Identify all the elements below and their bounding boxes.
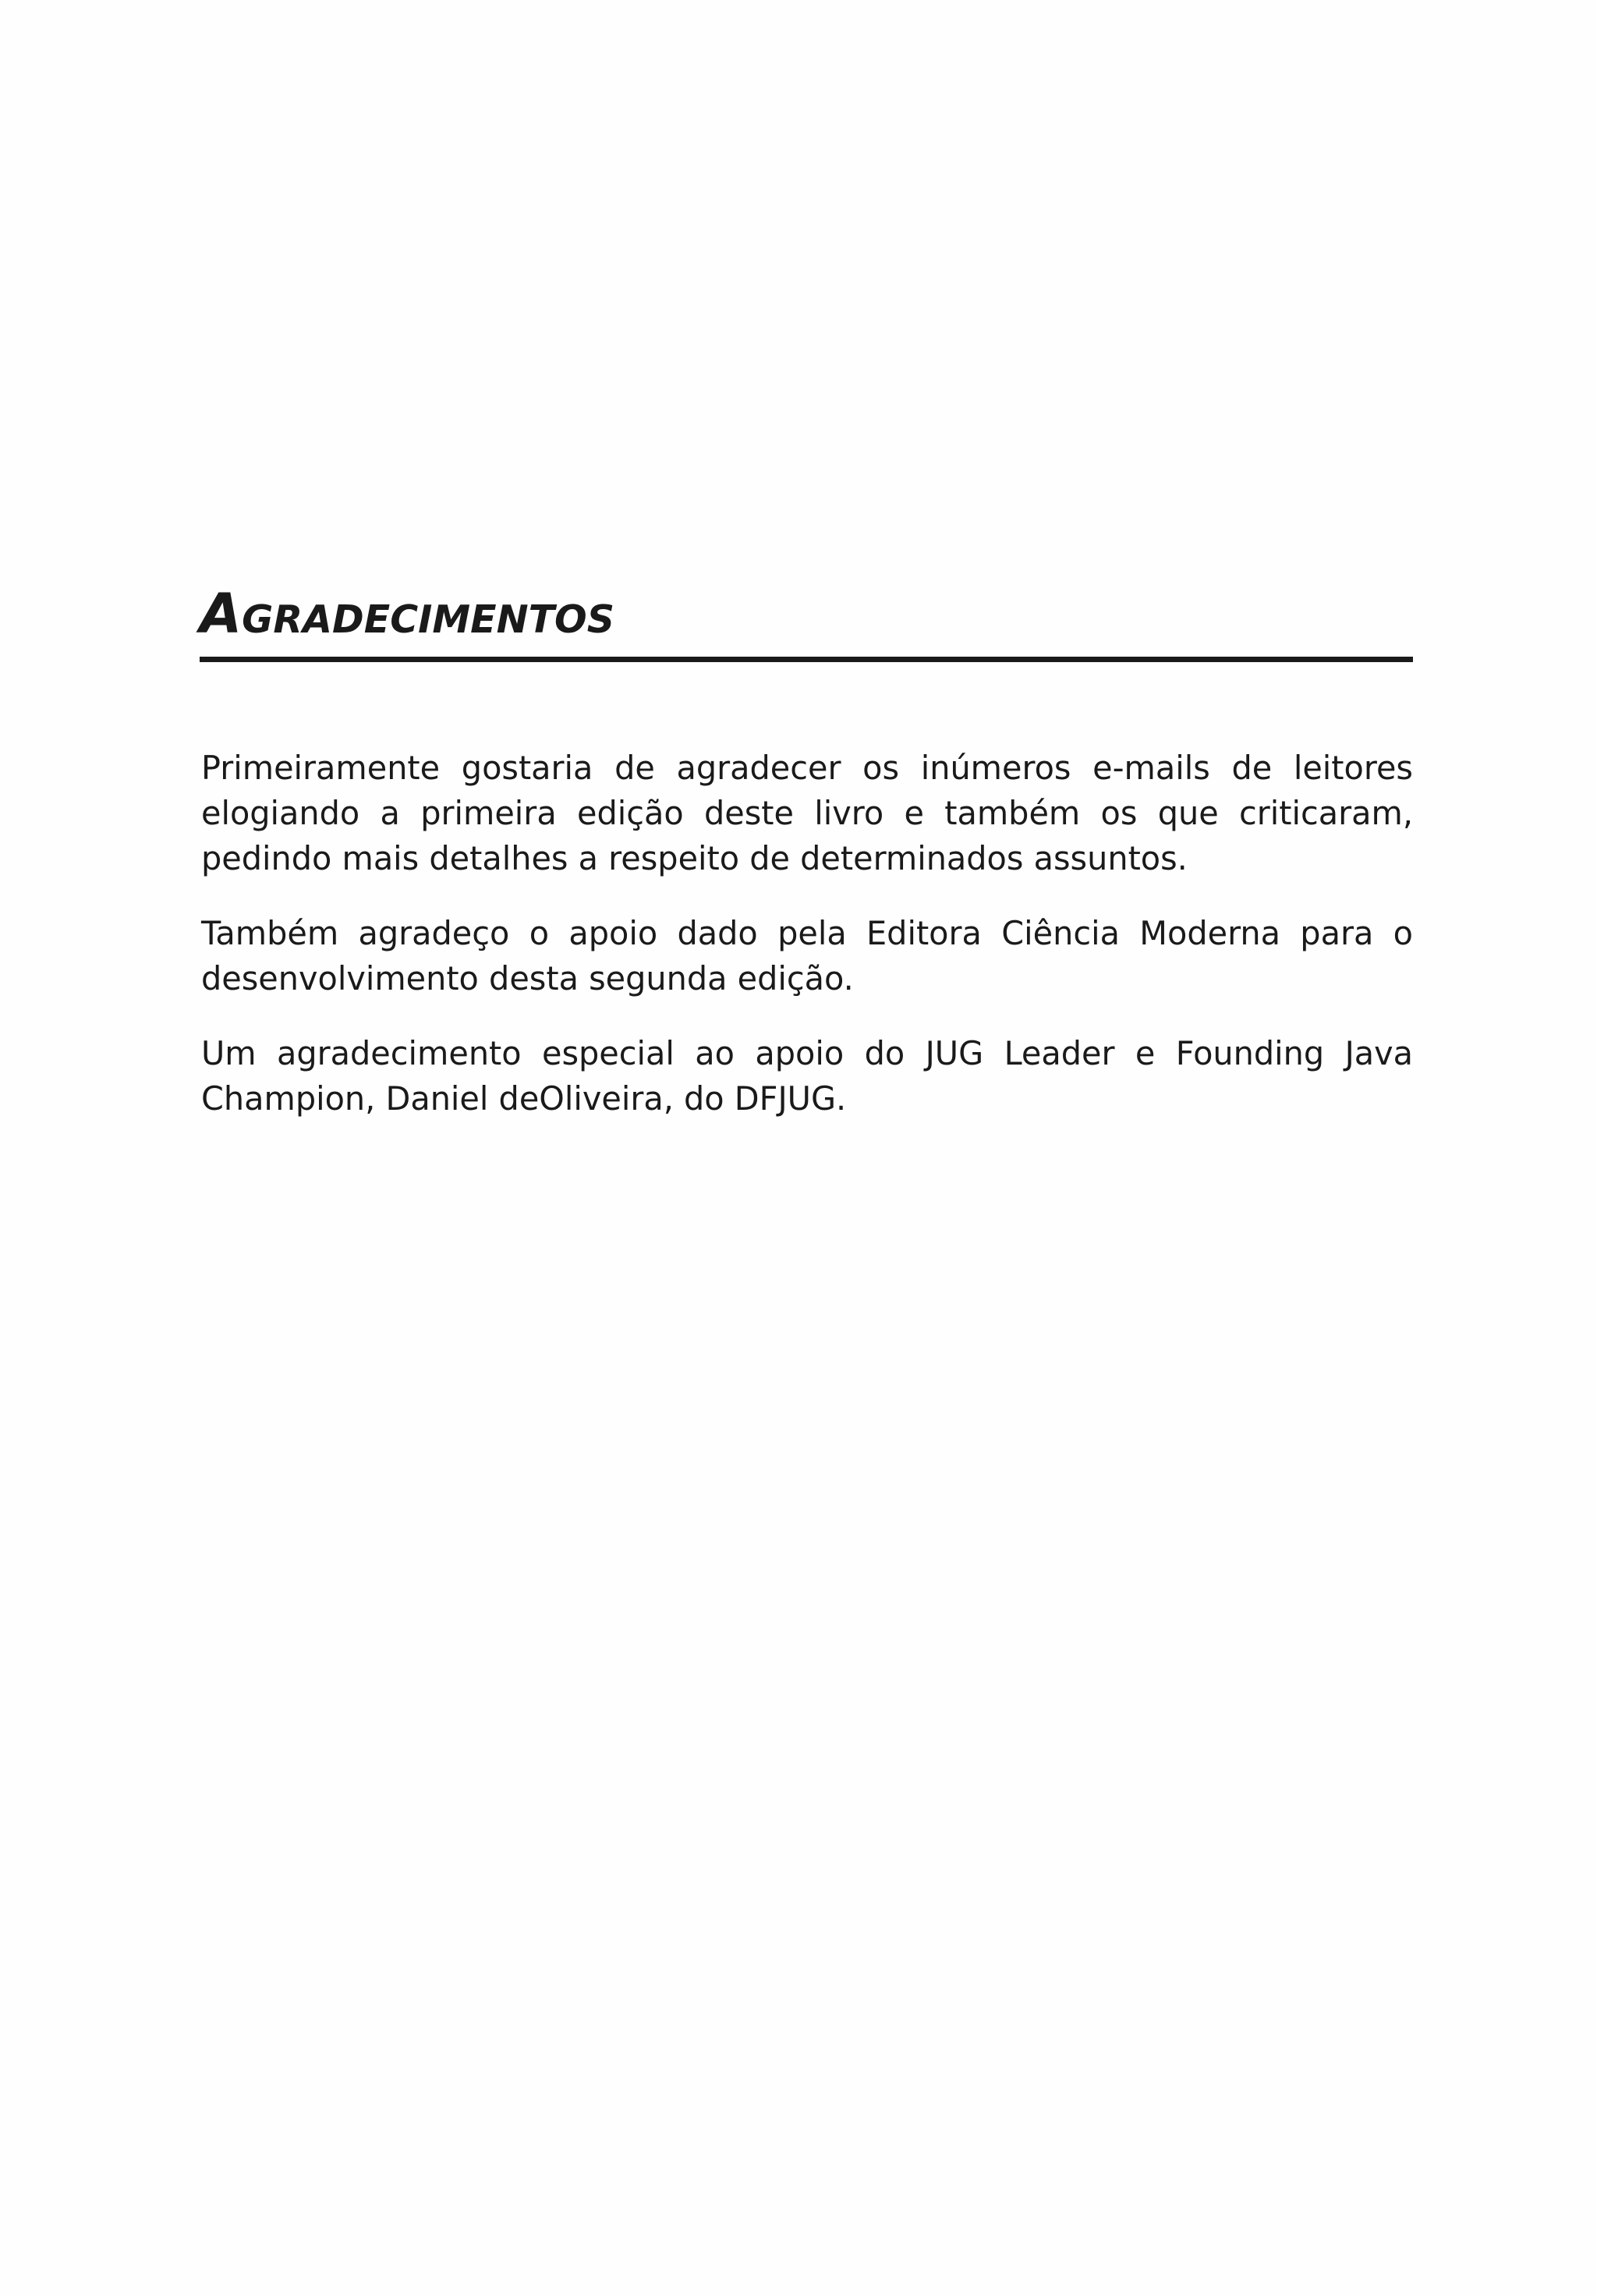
paragraph-1: Primeiramente gostaria de agradecer os inúmeros e-mails de leitores elogiando a primeira edição deste livro e também os que criticaram, pedindo mais detalhes a respeito de determinados assuntos.	[201, 749, 1413, 877]
paragraph-2: Também agradeço o apoio dado pela Editora Ciência Moderna para o desenvolvimento desta segunda edição.	[201, 915, 1413, 997]
chapter-title: Agradecimentos	[200, 582, 614, 646]
paragraph-3: Um agradecimento especial ao apoio do JUG Leader e Founding Java Champion, Daniel deOliveira, do DFJUG.	[201, 1035, 1413, 1118]
title-rule	[200, 657, 1413, 662]
chapter-heading	[200, 582, 1413, 662]
body-text	[201, 746, 1413, 1151]
